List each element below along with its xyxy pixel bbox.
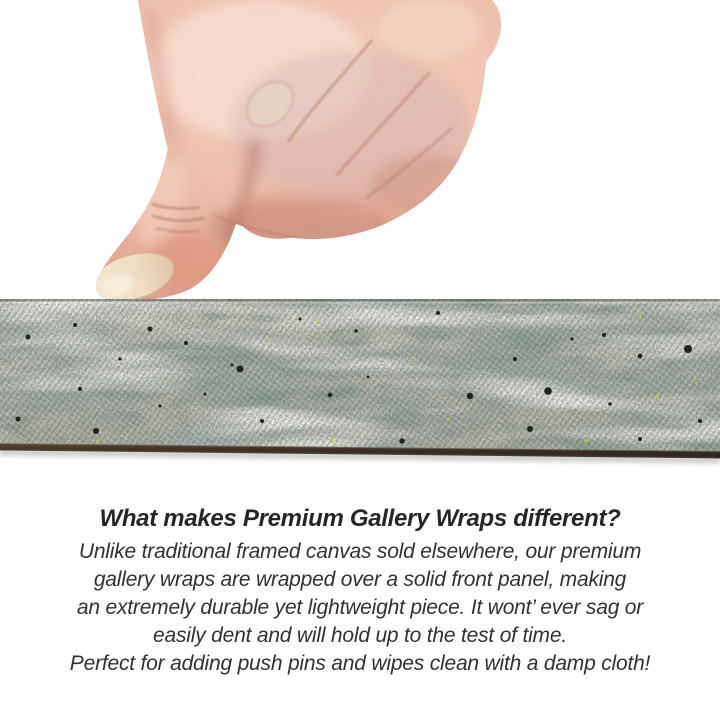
body-line-1: Unlike traditional framed canvas sold elsewhere, our premium bbox=[78, 540, 642, 563]
painted-canvas-surface bbox=[0, 299, 720, 451]
hand-photo bbox=[0, 0, 720, 302]
hand-shading bbox=[0, 0, 720, 302]
canvas-edge-texture bbox=[0, 299, 720, 467]
headline: What makes Premium Gallery Wraps different? bbox=[99, 505, 621, 532]
copy-block bbox=[0, 504, 720, 678]
body-line-4: easily dent and will hold up to the test of time. bbox=[153, 624, 567, 647]
body-line-5: Perfect for adding push pins and wipes clean with a damp cloth! bbox=[69, 652, 651, 675]
body-line-2: gallery wraps are wrapped over a solid front panel, making bbox=[93, 568, 627, 591]
fist-thumb-down-illustration bbox=[0, 0, 720, 302]
canvas-edge-photo bbox=[0, 299, 720, 467]
body-line-3: an extremely durable yet lightweight piece. It wont’ ever sag or bbox=[76, 596, 644, 619]
